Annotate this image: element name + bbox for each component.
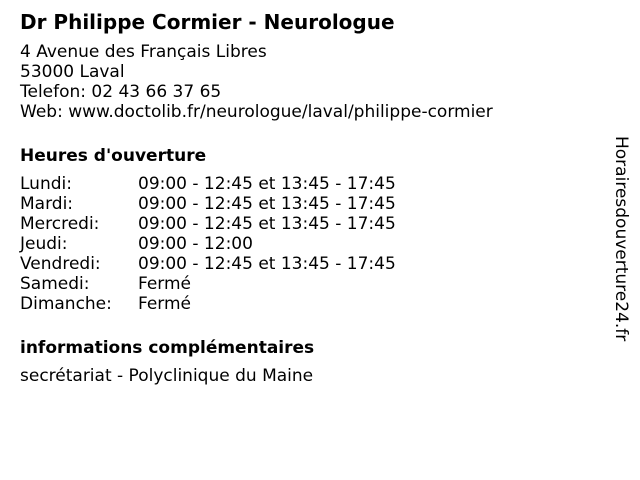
phone-number: Telefon: 02 43 66 37 65 [20, 82, 222, 102]
extra-info-text: secrétariat - Polyclinique du Maine [20, 366, 314, 386]
city-address: 53000 Laval [20, 62, 125, 82]
opening-hours-heading: Heures d'ouverture [20, 146, 207, 166]
day-label: Samedi: [20, 274, 90, 294]
doctor-card [20, 10, 600, 386]
time-value: 09:00 - 12:45 et 13:45 - 17:45 [138, 174, 396, 194]
day-label: Mardi: [20, 194, 74, 214]
day-label: Dimanche: [20, 294, 112, 314]
site-watermark: Horairesdouverture24.fr [611, 136, 631, 342]
day-label: Mercredi: [20, 214, 100, 234]
hours-row-jeudi [20, 234, 600, 254]
page-title: Dr Philippe Cormier - Neurologue [20, 10, 395, 34]
hours-row-lundi [20, 174, 600, 194]
extra-info-heading: informations complémentaires [20, 338, 315, 358]
address-block [20, 42, 600, 122]
street-address: 4 Avenue des Français Libres [20, 42, 267, 62]
hours-row-samedi [20, 274, 600, 294]
website-link[interactable]: Web: www.doctolib.fr/neurologue/laval/philippe-cormier [20, 102, 493, 122]
day-label: Lundi: [20, 174, 72, 194]
time-value: 09:00 - 12:45 et 13:45 - 17:45 [138, 214, 396, 234]
time-value: Fermé [138, 294, 192, 314]
opening-hours-table [20, 174, 600, 314]
time-value: Fermé [138, 274, 192, 294]
hours-row-mercredi [20, 214, 600, 234]
time-value: 09:00 - 12:45 et 13:45 - 17:45 [138, 194, 396, 214]
hours-row-vendredi [20, 254, 600, 274]
day-label: Jeudi: [20, 234, 68, 254]
hours-row-dimanche [20, 294, 600, 314]
time-value: 09:00 - 12:45 et 13:45 - 17:45 [138, 254, 396, 274]
hours-row-mardi [20, 194, 600, 214]
time-value: 09:00 - 12:00 [138, 234, 253, 254]
day-label: Vendredi: [20, 254, 101, 274]
